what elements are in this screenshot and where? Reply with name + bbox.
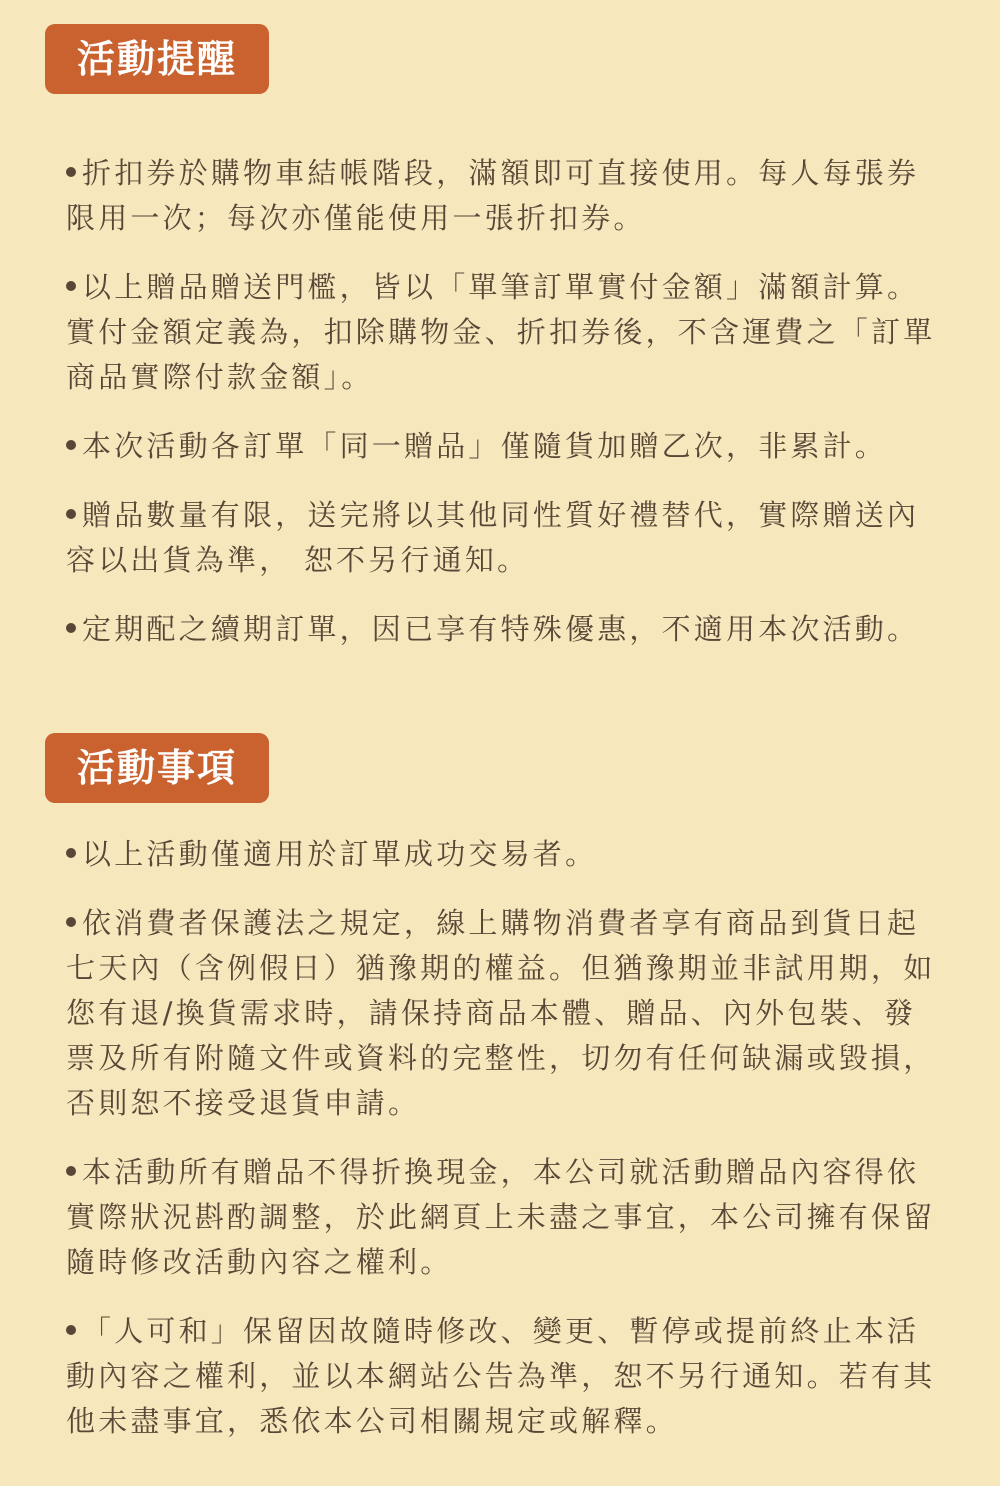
bullet-icon: [66, 917, 76, 927]
bullet-icon: [66, 167, 76, 177]
list-item: [66, 424, 946, 469]
section-title-activity-terms: 活動事項: [45, 733, 269, 803]
list-item-text: 依消費者保護法之規定，線上購物消費者享有商品到貨日起七天內（含例假日）猶豫期的權益。但猶豫期並非試用期，如您有退/換貨需求時，請保持商品本體、贈品、內外包裝、發票及所有附隨文件或資料的完整性，切勿有任何缺漏或毀損，否則恕不接受退貨申請。: [66, 906, 936, 1120]
list-item: [66, 901, 946, 1126]
list-item: [66, 1150, 946, 1285]
list-item: [66, 1309, 946, 1444]
section-title-activity-reminder: 活動提醒: [45, 24, 269, 94]
list-item-text: 本活動所有贈品不得折換現金，本公司就活動贈品內容得依實際狀況斟酌調整，於此網頁上未盡之事宜，本公司擁有保留隨時修改活動內容之權利。: [66, 1155, 936, 1279]
activity-reminder-list: [66, 151, 946, 676]
bullet-icon: [66, 281, 76, 291]
activity-terms-list: [66, 832, 946, 1468]
list-item: [66, 493, 946, 583]
list-item: [66, 607, 946, 652]
list-item-text: 「人可和」保留因故隨時修改、變更、暫停或提前終止本活動內容之權利，並以本網站公告為準，恕不另行通知。若有其他未盡事宜，悉依本公司相關規定或解釋。: [66, 1314, 936, 1438]
list-item: [66, 151, 946, 241]
list-item-text: 以上活動僅適用於訂單成功交易者。: [82, 837, 598, 871]
bullet-icon: [66, 1166, 76, 1176]
list-item-text: 以上贈品贈送門檻，皆以「單筆訂單實付金額」滿額計算。實付金額定義為，扣除購物金、折扣券後，不含運費之「訂單商品實際付款金額」。: [66, 270, 936, 394]
list-item-text: 定期配之續期訂單，因已享有特殊優惠，不適用本次活動。: [82, 612, 920, 646]
bullet-icon: [66, 440, 76, 450]
bullet-icon: [66, 1325, 76, 1335]
bullet-icon: [66, 623, 76, 633]
bullet-icon: [66, 509, 76, 519]
list-item: [66, 265, 946, 400]
list-item-text: 折扣券於購物車結帳階段，滿額即可直接使用。每人每張券限用一次；每次亦僅能使用一張折扣券。: [66, 156, 920, 235]
bullet-icon: [66, 848, 76, 858]
list-item: [66, 832, 946, 877]
list-item-text: 本次活動各訂單「同一贈品」僅隨貨加贈乙次，非累計。: [82, 429, 888, 463]
list-item-text: 贈品數量有限，送完將以其他同性質好禮替代，實際贈送內容以出貨為準， 恕不另行通知。: [66, 498, 920, 577]
